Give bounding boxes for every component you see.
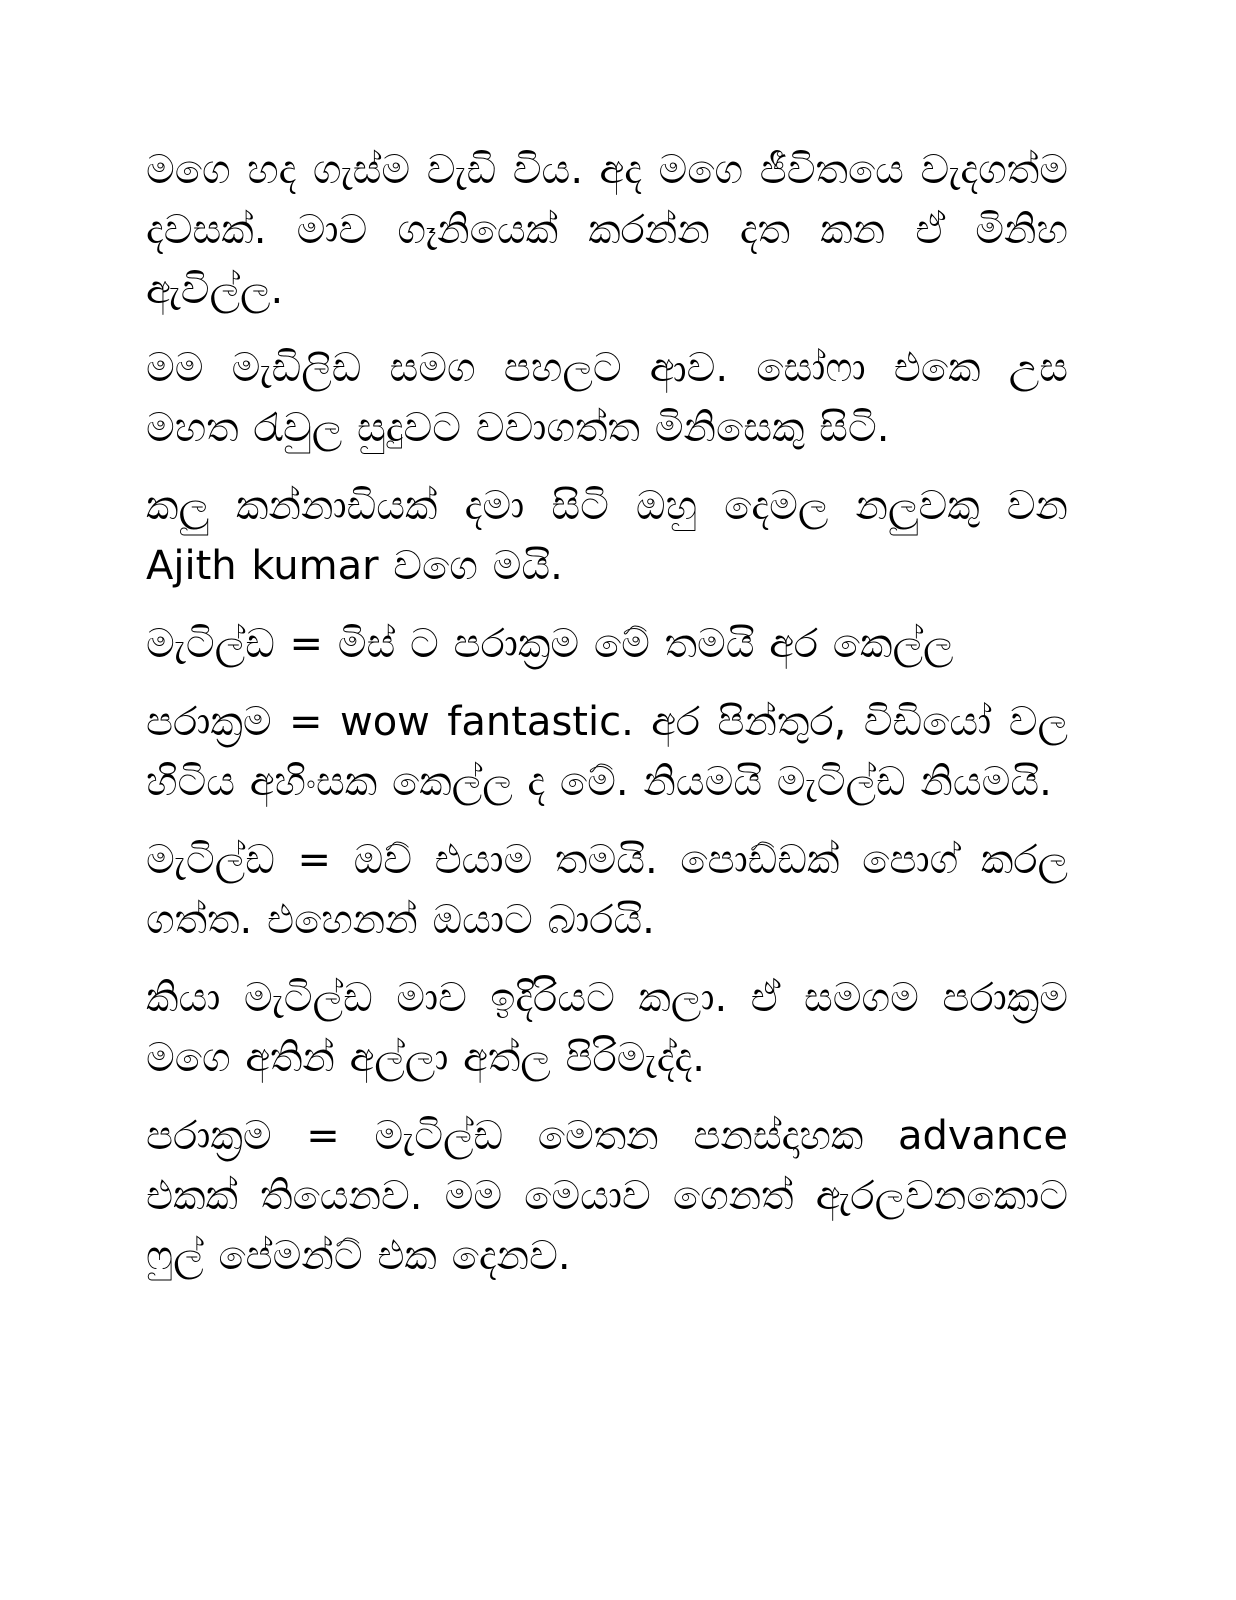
paragraph-4: මැටිල්ඩ = මිස් ට පරාක්‍රම මේ තමයි අර කෙල්ල	[146, 621, 954, 667]
story-text	[146, 140, 1068, 1304]
paragraph-7: කියා මැටිල්ඩ මාව ඉදිරියට කලා. ඒ සමගම පරාක්‍රම මගෙ අතින් අල්ලා අත්ල පිරිමැද්ද.	[146, 975, 1068, 1081]
paragraph-8: පරාක්‍රම = මැටිල්ඩ මෙතන පනස්දාහක advance එකක් තියෙනව. මම මෙයාව ගෙනත් ඇරලවනකොට ෆුල් පේමන්ට් එක දෙනව.	[146, 1113, 1068, 1279]
paragraph-6: මැටිල්ඩ = ඔව් එයාම තමයි. පොඩ්ඩක් පොග් කරල ගත්ත. එහෙනන් ඔයාට බාරයි.	[146, 837, 1068, 943]
paragraph-5: පරාක්‍රම = wow fantastic. අර පින්තුර, විඩියෝ වල හිටිය අහිංසක කෙල්ල ද මේ. නියමයි මැටිල්ඩ නියමයි.	[146, 699, 1068, 805]
paragraph-2: මම මැඩිලිඩ සමග පහලට ආව. සෝෆා එකෙ උස මහත රැවුල සුදුවට වවාගත්ත මිනිසෙකු සිටි.	[146, 345, 1068, 451]
paragraph-1: මගෙ හද ගැස්ම වැඩි විය. අද මගෙ ජීවිතයෙ වැදගත්ම දවසක්. මාව ගෑනියෙක් කරන්න දත කන ඒ මිනිහ ඇවිල්ල.	[146, 147, 1068, 313]
paragraph-3: කලු කන්නාඩියක් දමා සිටි ඔහු දෙමල නලුවකු වන Ajith kumar වගෙ මයි.	[146, 483, 1068, 589]
